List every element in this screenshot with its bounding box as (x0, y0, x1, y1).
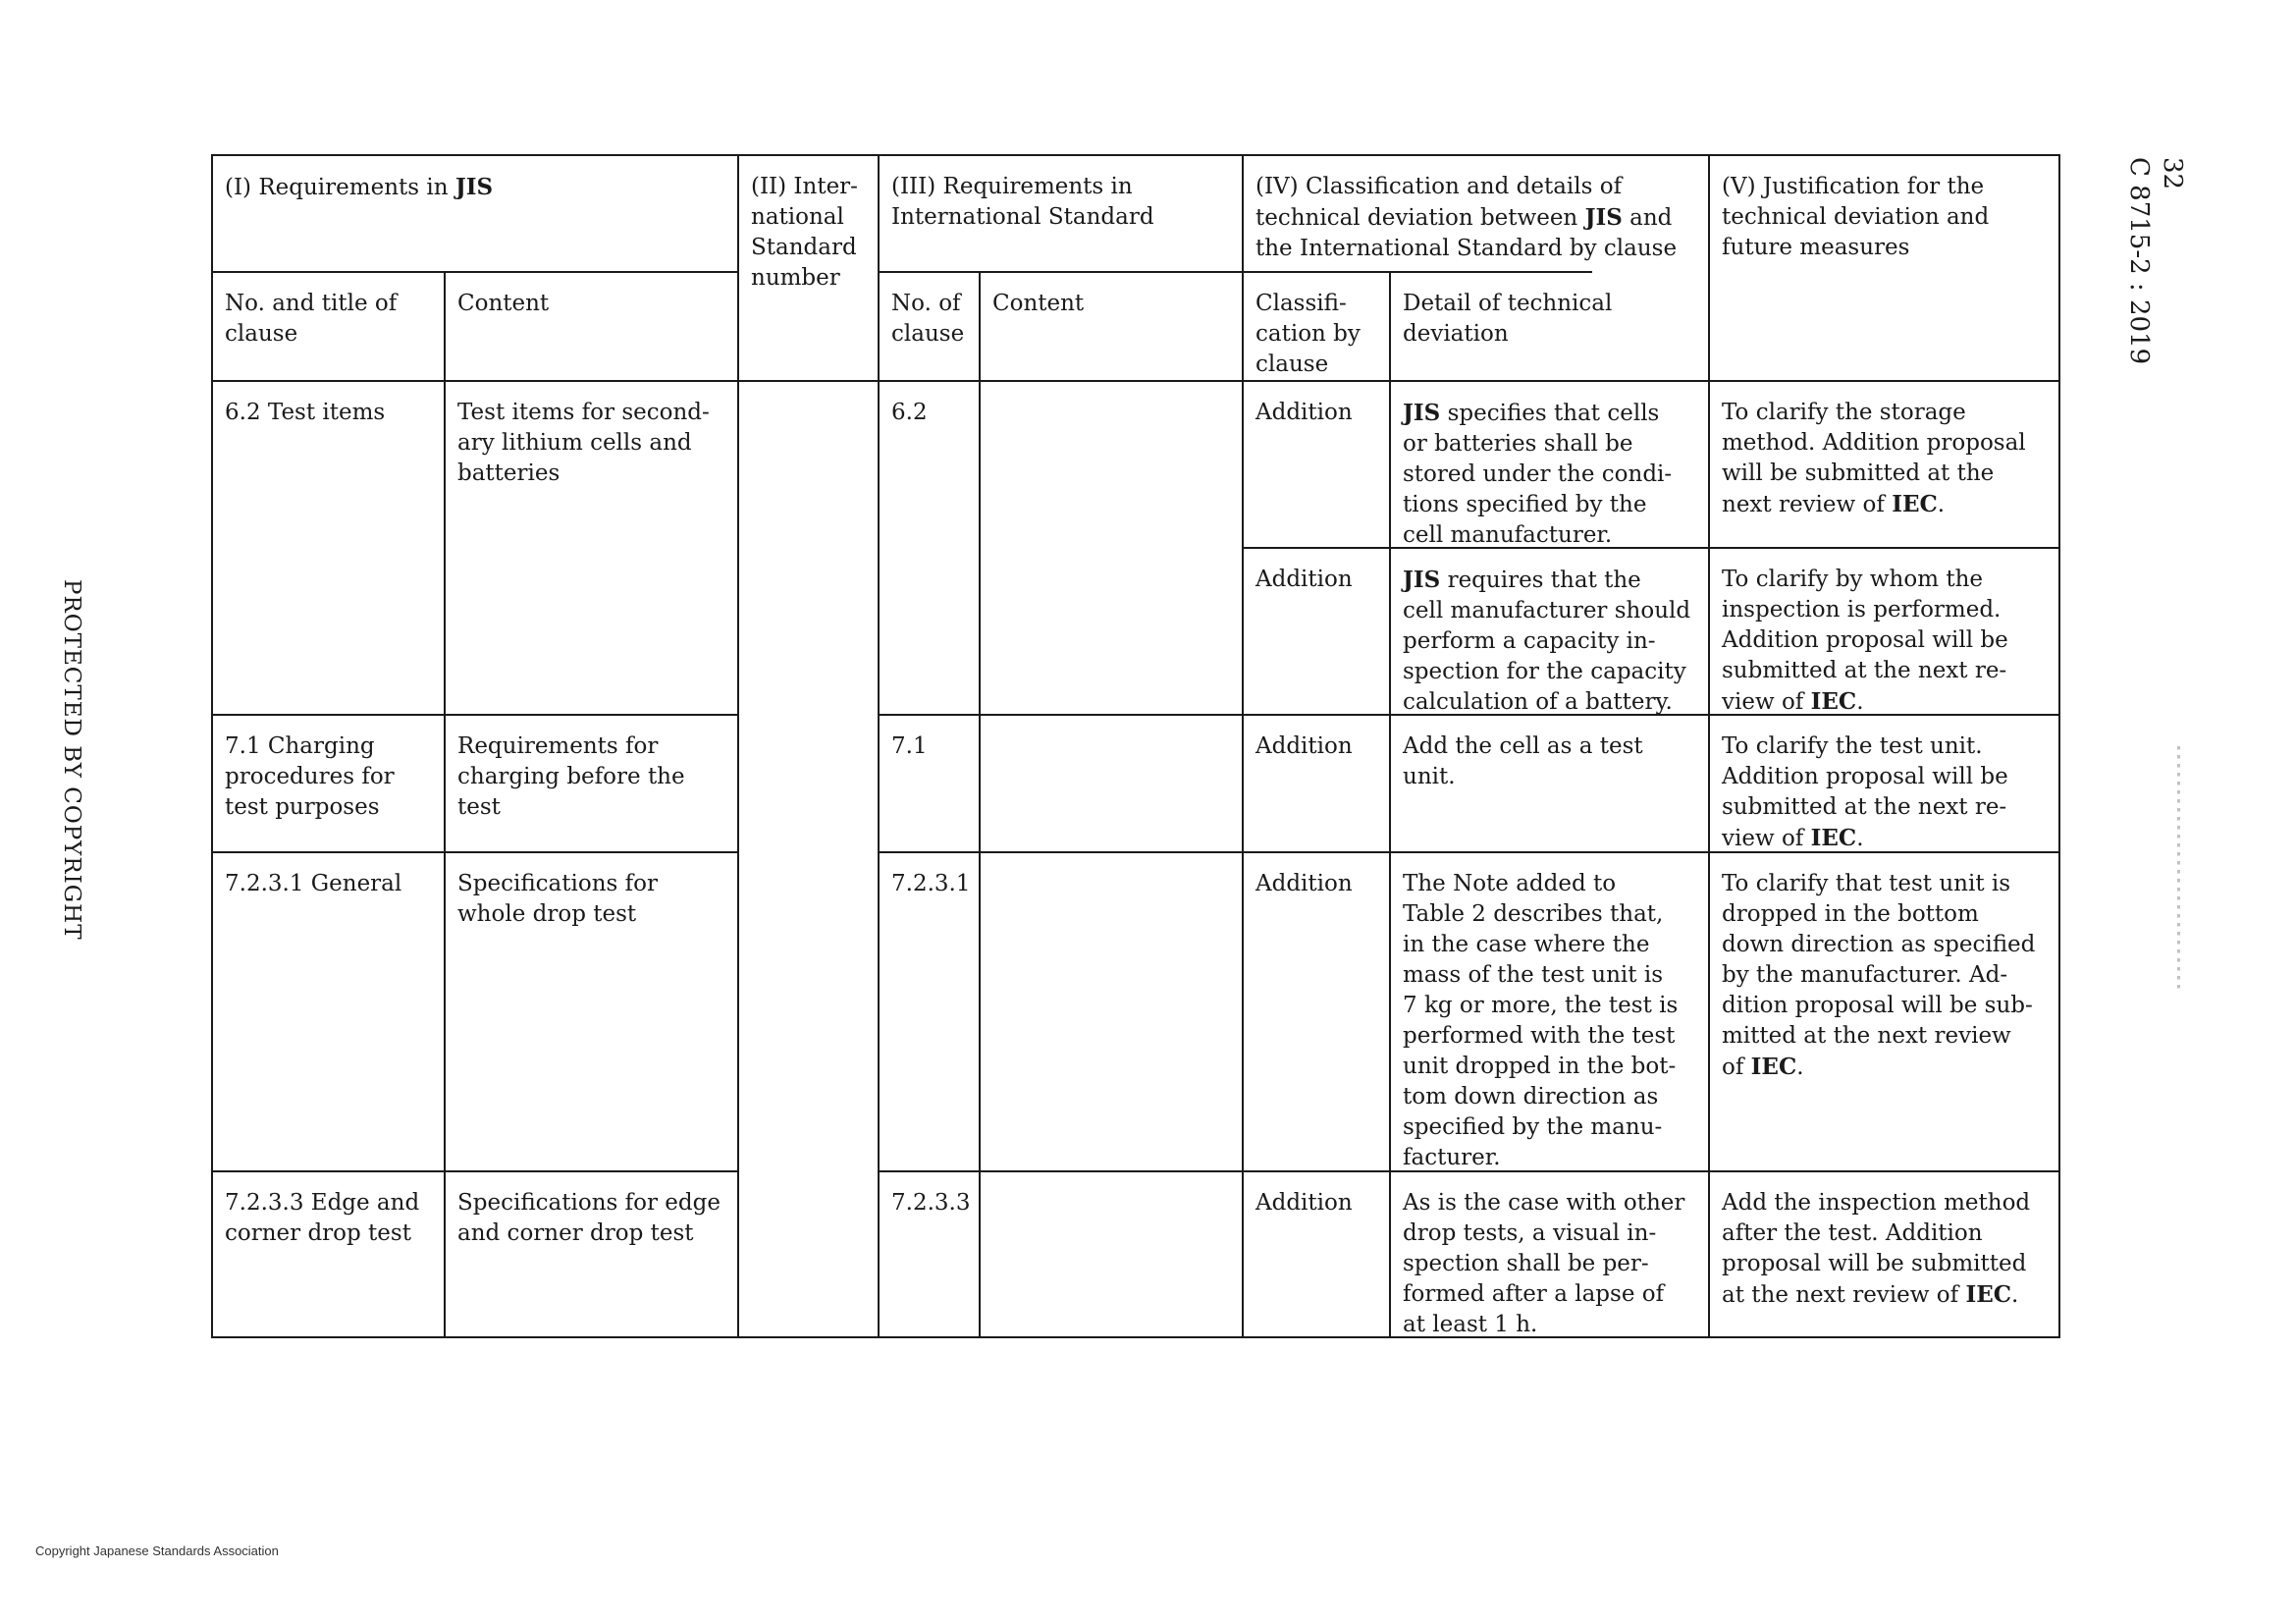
table-row-intl-clause: 6.2 (891, 400, 928, 425)
table-row-justification: Add the inspection method after the test. Addition proposal will be submitted at the next review of IEC. (1722, 1190, 2031, 1308)
table-row-content: Specifications for whole drop test (457, 871, 658, 927)
subheader-clause: No. and title of clause (225, 291, 398, 347)
table-row-classification: Addition (1255, 400, 1353, 425)
table-row-detail: JIS specifies that cells or batteries shall be stored under the condi- tions specified by the cell manufacturer. (1403, 400, 1673, 547)
deviation-table (211, 154, 2060, 1338)
header-requirements-international: (III) Requirements in International Standard (891, 174, 1154, 230)
table-row-intl-clause: 7.2.3.3 (891, 1190, 971, 1216)
table-row-justification: To clarify the test unit. Addition proposal will be submitted at the next re- view of IEC. (1722, 733, 2008, 851)
table-row-classification: Addition (1255, 871, 1353, 896)
subheader-classification: Classifi- cation by clause (1255, 291, 1361, 377)
table-row-clause: 7.1 Charging procedures for test purposes (225, 733, 395, 820)
subheader-content: Content (457, 291, 550, 316)
subheader-intl-clause: No. of clause (891, 291, 965, 347)
table-row-classification: Addition (1255, 567, 1353, 592)
table-row-clause: 7.2.3.1 General (225, 871, 402, 896)
header-justification: (V) Justification for the technical deviation and future measures (1722, 174, 1990, 260)
table-row-detail: The Note added to Table 2 describes that, in the case where the mass of the test unit is 7 kg or more, the test is performed with the test unit dropped in the bot- tom down direction as specified by the manu- facturer. (1403, 871, 1679, 1170)
page-number: 32 (2158, 157, 2187, 190)
table-row-classification: Addition (1255, 733, 1353, 759)
header-classification-details: (IV) Classification and details of technical deviation between JIS and the International Standard by clause (1255, 174, 1678, 261)
copyright-side-notice: PROTECTED BY COPYRIGHT (59, 579, 84, 941)
table-row-clause: 7.2.3.3 Edge and corner drop test (225, 1190, 420, 1246)
table-row-clause: 6.2 Test items (225, 400, 386, 425)
page-header-vertical (2110, 157, 2189, 511)
table-row-justification: To clarify that test unit is dropped in the bottom down direction as specified by the manufacturer. Ad- dition proposal will be sub- mitted at the next review of IEC. (1722, 871, 2036, 1080)
table-row-classification: Addition (1255, 1190, 1353, 1216)
table-row-intl-clause: 7.1 (891, 733, 928, 759)
table-row-detail: Add the cell as a test unit. (1403, 733, 1643, 789)
table-row-detail: As is the case with other drop tests, a visual in- spection shall be per- formed after a lapse of at least 1 h. (1403, 1190, 1685, 1336)
table-row-content: Requirements for charging before the test (457, 733, 685, 820)
subheader-intl-content: Content (992, 291, 1085, 316)
table-row-intl-clause: 7.2.3.1 (891, 871, 971, 896)
header-international-standard-number: (II) Inter- national Standard number (751, 174, 858, 291)
table-row-content: Test items for second- ary lithium cells and batteries (457, 400, 710, 486)
table-row-detail: JIS requires that the cell manufacturer should perform a capacity in- spection for the capacity calculation of a battery. (1403, 567, 1691, 714)
dotted-margin-mark (2177, 746, 2181, 992)
header-requirements-jis: (I) Requirements in JIS (225, 174, 494, 200)
footer-copyright: Copyright Japanese Standards Association (35, 1543, 279, 1558)
standard-designation: C 8715-2 : 2019 (2124, 157, 2154, 365)
subheader-detail: Detail of technical deviation (1403, 291, 1613, 347)
table-row-content: Specifications for edge and corner drop test (457, 1190, 721, 1246)
table-row-justification: To clarify by whom the inspection is performed. Addition proposal will be submitted at the next re- view of IEC. (1722, 567, 2008, 714)
table-row-justification: To clarify the storage method. Addition proposal will be submitted at the next review of IEC. (1722, 400, 2026, 517)
